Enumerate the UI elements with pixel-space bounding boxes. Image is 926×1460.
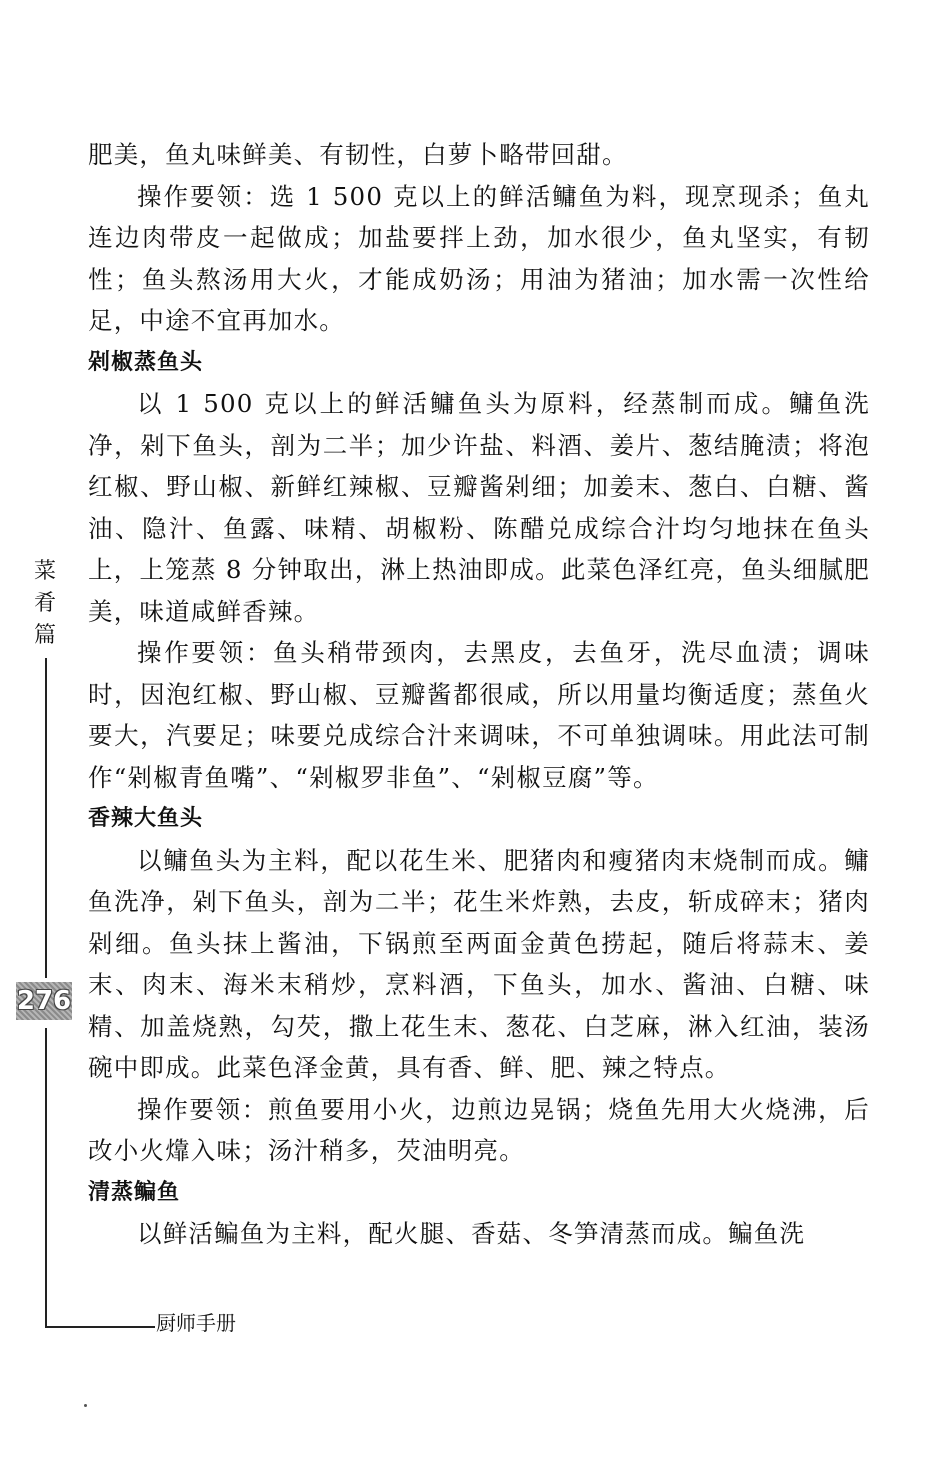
paragraph-tips-spicy-fish-head: 操作要领：煎鱼要用小火，边煎边晃锅；烧鱼先用大火烧沸，后改小火㸆入味；汤汁稍多，芡油明亮。 xyxy=(88,1094,870,1165)
footer-rule xyxy=(45,1326,155,1328)
paragraph-duojiao-fish-head: 以 1 500 克以上的鲜活鳙鱼头为原料，经蒸制而成。鳙鱼洗净，剁下鱼头，剖为二半；加少许盐、料酒、姜片、葱结腌渍；将泡红椒、野山椒、新鲜红辣椒、豆瓣酱剁细；加姜末、葱白、白糖、酱油、隐汁、鱼露、味精、胡椒粉、陈醋兑成综合汁均匀地抹在鱼头上，上笼蒸 8 分钟取出，淋上热油即成。此菜色泽红亮，鱼头细腻肥美，味道咸鲜香辣。 xyxy=(88,389,870,626)
margin-rule-lower xyxy=(45,1028,47,1328)
paragraph-tips-fish-balls: 操作要领：选 1 500 克以上的鲜活鳙鱼为料，现烹现杀；鱼丸连边肉带皮一起做成；加盐要拌上劲，加水很少，鱼丸坚实，有韧性；鱼头熬汤用大火，才能成奶汤；用油为猪油；加水需一次性给足，中途不宜再加水。 xyxy=(88,181,870,335)
paragraph-spicy-fish-head: 以鳙鱼头为主料，配以花生米、肥猪肉和瘦猪肉末烧制而成。鳙鱼洗净，剁下鱼头，剖为二半；花生米炸熟，去皮，斩成碎末；猪肉剁细。鱼头抹上酱油，下锅煎至两面金黄色捞起，随后将蒜末、姜末、肉末、海米末稍炒，烹料酒，下鱼头，加水、酱油、白糖、味精、加盖烧熟，勾芡，撒上花生末、葱花、白芝麻，淋入红油，装汤碗中即成。此菜色泽金黄，具有香、鲜、肥、辣之特点。 xyxy=(88,845,870,1082)
scan-speck xyxy=(84,1404,87,1407)
page-number: 276 xyxy=(16,982,72,1020)
footer-book-title: 厨师手册 xyxy=(156,1311,236,1335)
recipe-heading-spicy-fish-head: 香辣大鱼头 xyxy=(88,806,204,831)
recipe-heading-duojiao-fish-head: 剁椒蒸鱼头 xyxy=(88,349,204,375)
paragraph-steamed-bream: 以鲜活鳊鱼为主料，配火腿、香菇、冬笋清蒸而成。鳊鱼洗 xyxy=(137,1219,806,1248)
side-section-label xyxy=(30,556,60,652)
body-text xyxy=(88,134,870,1255)
margin-rule-upper xyxy=(45,658,47,978)
paragraph-tips-duojiao-fish-head: 操作要领：鱼头稍带颈肉，去黑皮，去鱼牙，洗尽血渍；调味时，因泡红椒、野山椒、豆瓣酱都很咸，所以用量均衡适度；蒸鱼火要大，汽要足；味要兑成综合汁来调味，不可单独调味。用此法可制作“剁椒青鱼嘴”、“剁椒罗非鱼”、“剁椒豆腐”等。 xyxy=(88,638,870,792)
recipe-heading-steamed-bream: 清蒸鳊鱼 xyxy=(88,1179,181,1205)
side-label-char: 菜 xyxy=(33,559,56,584)
paragraph-continuation: 肥美，鱼丸味鲜美、有韧性，白萝卜略带回甜。 xyxy=(88,140,628,169)
side-label-char: 肴 xyxy=(33,591,56,616)
side-label-char: 篇 xyxy=(33,623,56,648)
